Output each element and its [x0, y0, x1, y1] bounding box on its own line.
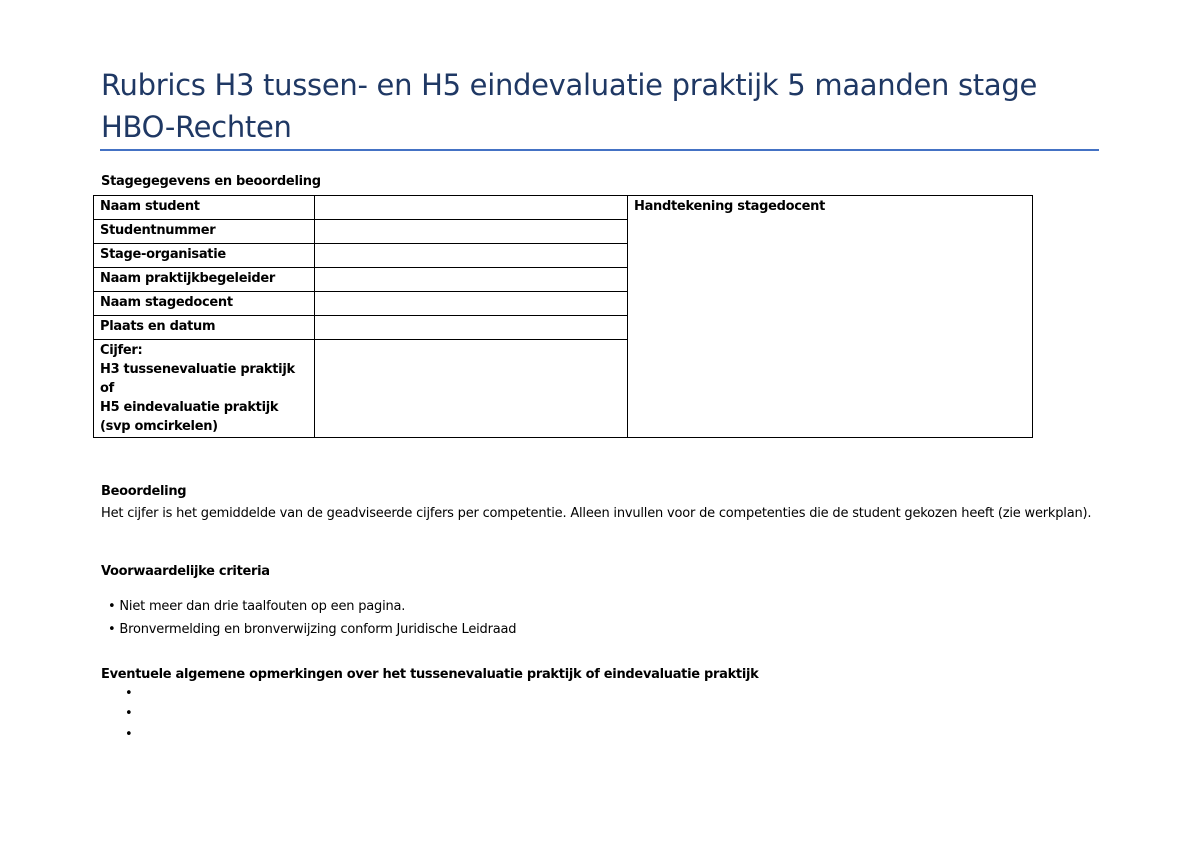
criteria-item: • Bronvermelding en bronverwijzing conform Juridische Leidraad [108, 622, 517, 637]
label-stage-organisatie: Stage-organisatie [94, 244, 315, 268]
signature-cell[interactable] [628, 196, 1033, 438]
criteria-item-text: Niet meer dan drie taalfouten op een pagina. [119, 599, 406, 614]
field-naam-student[interactable] [315, 196, 628, 220]
criteria-item: • Niet meer dan drie taalfouten op een pagina. [108, 599, 406, 614]
label-stagedocent: Naam stagedocent [94, 292, 315, 316]
label-studentnummer: Studentnummer [94, 220, 315, 244]
section-heading: Stagegegevens en beoordeling [101, 174, 321, 189]
label-praktijkbegeleider: Naam praktijkbegeleider [94, 268, 315, 292]
student-info-table [93, 195, 1033, 438]
criteria-heading: Voorwaardelijke criteria [101, 564, 270, 579]
title-line-1: Rubrics H3 tussen- en H5 eindevaluatie praktijk 5 maanden stage [101, 68, 1037, 102]
title-underline [100, 149, 1099, 151]
label-naam-student: Naam student [94, 196, 315, 220]
opmerkingen-heading: Eventuele algemene opmerkingen over het tussenevaluatie praktijk of eindevaluatie praktijk [101, 667, 759, 682]
beoordeling-text: Het cijfer is het gemiddelde van de geadviseerde cijfers per competentie. Alleen invullen voor de competenties die de student gekozen heeft (zie werkplan). [101, 506, 1092, 521]
document-title [101, 64, 1037, 148]
cijfer-line: H5 eindevaluatie praktijk [100, 400, 279, 415]
cijfer-line: (svp omcirkelen) [100, 419, 218, 434]
criteria-item-text: Bronvermelding en bronverwijzing conform Juridische Leidraad [119, 622, 517, 637]
beoordeling-heading: Beoordeling [101, 484, 187, 499]
field-stagedocent[interactable] [315, 292, 628, 316]
field-studentnummer[interactable] [315, 220, 628, 244]
cijfer-line: Cijfer: [100, 343, 143, 358]
field-praktijkbegeleider[interactable] [315, 268, 628, 292]
empty-bullet[interactable]: • [125, 686, 133, 701]
label-cijfer [94, 340, 315, 438]
field-cijfer[interactable] [315, 340, 628, 438]
field-plaats-datum[interactable] [315, 316, 628, 340]
field-stage-organisatie[interactable] [315, 244, 628, 268]
empty-bullet[interactable]: • [125, 727, 133, 742]
cijfer-line: H3 tussenevaluatie praktijk of [100, 362, 295, 396]
title-line-2: HBO-Rechten [101, 110, 292, 144]
label-plaats-datum: Plaats en datum [94, 316, 315, 340]
signature-label: Handtekening stagedocent [634, 199, 826, 214]
empty-bullet[interactable]: • [125, 706, 133, 721]
